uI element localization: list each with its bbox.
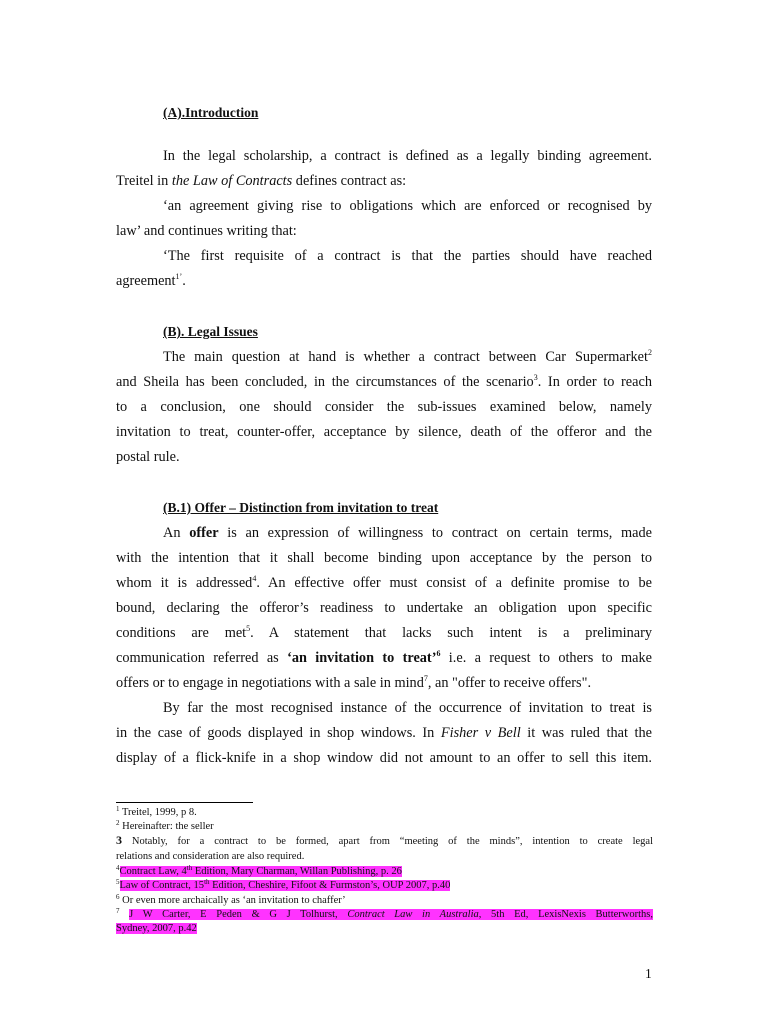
book-title: the Law of Contracts xyxy=(171,173,293,189)
footnote: 3 Notably, for a contract to be formed, apart from “meeting of the minds”, intention to create legal xyxy=(116,833,653,847)
legal-issues-line: postal rule. xyxy=(116,449,180,465)
footnote-ref: 2 xyxy=(648,348,652,357)
bold-term: offer xyxy=(189,525,219,541)
offer-line: display of a flick-knife in a shop window did not amount to an offer to sell this item. xyxy=(116,750,652,766)
footnote-ref: 6 xyxy=(436,649,441,658)
offer-line: offers or to engage in negotiations with a sale in mind$^7$, an "offer to receive offers". xyxy=(116,674,592,691)
footnote: $^2$ Hereinafter: the seller xyxy=(116,819,214,832)
section-heading-legal-issues: (B). Legal Issues xyxy=(163,324,258,339)
footnote-ref: 4 xyxy=(252,574,257,583)
offer-line: with the intention that it shall become binding upon acceptance by the person to xyxy=(116,550,652,566)
case-name: Fisher v Bell xyxy=(440,725,521,741)
highlighted-citation: Law of Contract, 15th Edition, Cheshire, Fifoot & Furmston’s, OUP 2007, p.40 xyxy=(119,878,451,891)
footnote: relations and consideration are also required. xyxy=(116,851,305,862)
legal-issues-line: and Sheila has been concluded, in the circumstances of the scenario$^3$. In order to reach xyxy=(116,373,652,390)
offer-line: conditions are met$^5$. A statement that lacks such intent is a preliminary xyxy=(116,624,653,641)
legal-issues-line: invitation to treat, counter-offer, acceptance by silence, death of the offeror and the xyxy=(116,424,652,440)
quote-line: ‘The first requisite of a contract is that the parties should have reached xyxy=(163,248,652,264)
legal-issues-line: The main question at hand is whether a contract between Car Supermarket$^2$ xyxy=(163,348,652,365)
highlighted-citation: Contract Law, 4th Edition, Mary Charman, Willan Publishing, p. 26 xyxy=(119,864,402,877)
offer-line: bound, declaring the offeror’s readiness to undertake an obligation upon specific xyxy=(116,600,652,616)
quote-line: law’ and continues writing that: xyxy=(116,223,297,239)
footnote: $^6$ Or even more archaically as ‘an invitation to chaffer’ xyxy=(116,893,346,906)
legal-issues-line: to a conclusion, one should consider the sub-issues examined below, namely xyxy=(116,399,652,415)
footnote-ref: 1’ xyxy=(175,272,183,281)
offer-line: An offer is an expression of willingness to contract on certain terms, made xyxy=(163,525,653,541)
page-number: 1 xyxy=(645,966,652,981)
quote-line: ‘an agreement giving rise to obligations which are enforced or recognised by xyxy=(163,198,652,214)
offer-line: By far the most recognised instance of the occurrence of invitation to treat is xyxy=(163,700,652,716)
footnote: $^1$ Treitel, 1999, p 8. xyxy=(116,805,197,818)
offer-line: communication referred as ‘an invitation to treat’$^6$ i.e. a request to others to make xyxy=(116,649,652,666)
footnote xyxy=(116,922,653,935)
offer-line: whom it is addressed$^4$. An effective offer must consist of a definite promise to be xyxy=(116,574,652,591)
footnote-separator xyxy=(116,802,253,803)
footnote: $^5$Law of Contract, 15th Edition, Cheshire, Fifoot & Furmston’s, OUP 2007, p.40 xyxy=(116,878,451,891)
offer-line: in the case of goods displayed in shop windows. In Fisher v Bell it was ruled that the xyxy=(116,725,652,741)
intro-line: In the legal scholarship, a contract is defined as a legally binding agreement. xyxy=(163,148,652,164)
footnote-ref: 5 xyxy=(246,624,251,633)
footnote-ref: 7 xyxy=(423,674,428,683)
section-heading-offer: (B.1) Offer – Distinction from invitation to treat xyxy=(163,500,439,515)
section-heading-introduction: (A).Introduction xyxy=(163,105,259,120)
bold-term: ‘an invitation to treat’$^6$ xyxy=(287,649,441,666)
footnote: $^7$ J W Carter, E Peden & G J Tolhurst, Contract Law in Australia, 5th Ed, LexisNexis Butterworths, xyxy=(116,907,654,920)
footnote: $^4$Contract Law, 4th Edition, Mary Charman, Willan Publishing, p. 26 xyxy=(116,864,402,877)
quote-line: agreement$^{1’}$. xyxy=(116,272,186,289)
highlighted-citation: Sydney, 2007, p.42 xyxy=(116,923,197,934)
intro-line: Treitel in the Law of Contracts defines contract as: xyxy=(116,173,407,189)
highlighted-citation: J W Carter, E Peden & G J Tolhurst, Contract Law in Australia, 5th Ed, LexisNexis Butterworths, xyxy=(129,909,654,920)
footnote-ref: 3 xyxy=(533,373,538,382)
